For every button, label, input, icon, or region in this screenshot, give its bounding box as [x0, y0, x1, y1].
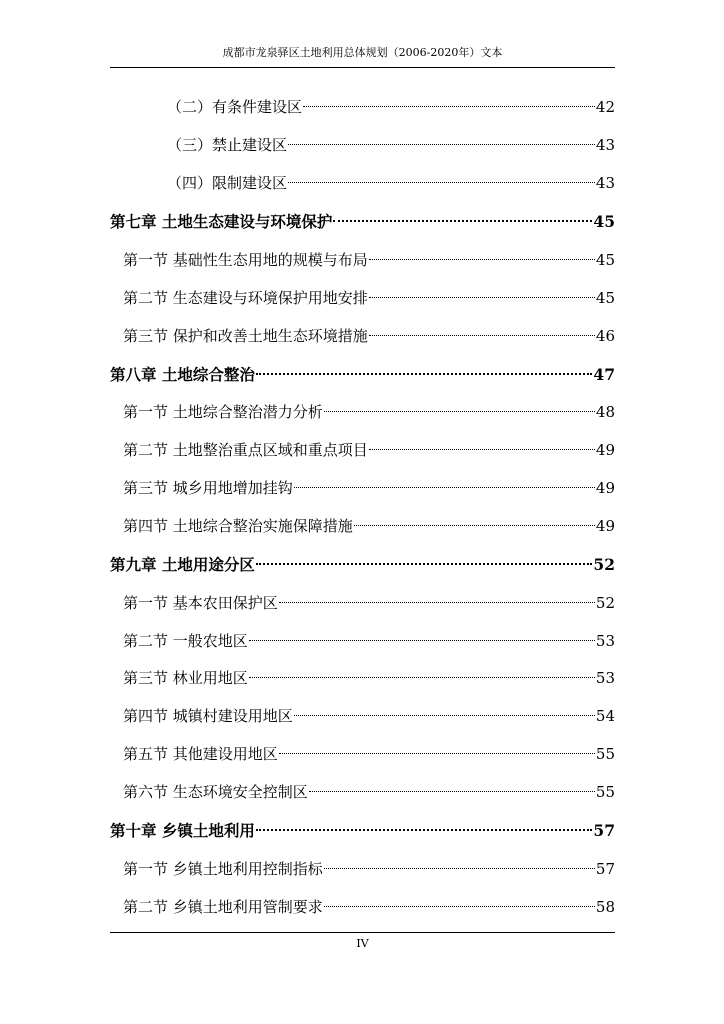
toc-entry-page: 55: [595, 745, 615, 763]
dot-leader: [256, 563, 593, 565]
dot-leader: [369, 335, 595, 336]
toc-entry-label: 第十章 乡镇土地利用: [110, 821, 255, 840]
toc-entry-page: 52: [593, 555, 615, 574]
toc-entry[interactable]: [167, 94, 615, 120]
dot-leader: [294, 487, 595, 488]
toc-entry-page: 49: [595, 441, 615, 459]
toc-entry-page: 52: [595, 594, 615, 612]
toc-entry-page: 49: [595, 479, 615, 497]
toc-entry-page: 54: [595, 707, 615, 725]
toc-entry[interactable]: [123, 323, 615, 349]
toc-entry-label: 第一节 基础性生态用地的规模与布局: [123, 251, 368, 269]
dot-leader: [333, 220, 592, 222]
dot-leader: [249, 640, 595, 641]
toc-entry[interactable]: [123, 665, 615, 691]
footer-rule: [110, 932, 615, 933]
dot-leader: [324, 411, 595, 412]
dot-leader: [256, 829, 593, 831]
toc-entry-page: 49: [595, 517, 615, 535]
toc-entry-page: 53: [595, 632, 615, 650]
dot-leader: [256, 373, 593, 375]
toc-entry[interactable]: [123, 399, 615, 425]
dot-leader: [279, 602, 595, 603]
toc-entry[interactable]: [123, 703, 615, 729]
dot-leader: [288, 144, 595, 145]
toc-entry-label: 第八章 土地综合整治: [110, 365, 255, 384]
toc-entry-page: 46: [595, 327, 615, 345]
toc-entry[interactable]: [123, 437, 615, 463]
toc-entry-page: 57: [593, 821, 615, 840]
toc-entry-page: 55: [595, 783, 615, 801]
toc-entry-page: 42: [595, 98, 615, 116]
toc-chapter-entry[interactable]: [110, 209, 615, 235]
toc-entry-label: 第一节 土地综合整治潜力分析: [123, 403, 323, 421]
toc-entry-label: 第一节 基本农田保护区: [123, 594, 278, 612]
toc-entry[interactable]: [123, 590, 615, 616]
toc-entry[interactable]: [123, 475, 615, 501]
dot-leader: [303, 106, 595, 107]
page-header: 成都市龙泉驿区土地利用总体规划（2006-2020年）文本: [222, 46, 503, 59]
dot-leader: [279, 753, 595, 754]
toc-entry-label: 第二节 乡镇土地利用管制要求: [123, 898, 323, 916]
toc-entry-label: 第一节 乡镇土地利用控制指标: [123, 860, 323, 878]
dot-leader: [369, 449, 595, 450]
toc-entry-page: 58: [595, 898, 615, 916]
dot-leader: [309, 791, 595, 792]
toc-entry-label: 第三节 保护和改善土地生态环境措施: [123, 327, 368, 345]
toc-entry-page: 45: [595, 251, 615, 269]
toc-entry[interactable]: [167, 132, 615, 158]
toc-entry[interactable]: [123, 856, 615, 882]
toc-entry-label: 第二节 生态建设与环境保护用地安排: [123, 289, 368, 307]
toc-chapter-entry[interactable]: [110, 552, 615, 578]
toc-entry[interactable]: [123, 247, 615, 273]
toc-entry-page: 48: [595, 403, 615, 421]
dot-leader: [288, 182, 595, 183]
toc-entry[interactable]: [123, 285, 615, 311]
toc-entry-label: 第六节 生态环境安全控制区: [123, 783, 308, 801]
toc-entry-label: （三）禁止建设区: [167, 136, 288, 154]
toc-entry-label: 第二节 土地整治重点区域和重点项目: [123, 441, 368, 459]
toc-entry-page: 45: [595, 289, 615, 307]
page-number: IV: [356, 937, 369, 950]
toc-entry-label: 第五节 其他建设用地区: [123, 745, 278, 763]
toc-entry[interactable]: [123, 513, 615, 539]
toc-entry-label: 第四节 土地综合整治实施保障措施: [123, 517, 353, 535]
toc-entry-page: 45: [593, 212, 615, 231]
dot-leader: [249, 677, 595, 678]
toc-entry-label: 第四节 城镇村建设用地区: [123, 707, 293, 725]
toc-entry-label: 第七章 土地生态建设与环境保护: [110, 212, 333, 231]
toc-entry-label: （四）限制建设区: [167, 174, 288, 192]
dot-leader: [369, 297, 595, 298]
toc-entry-label: 第三节 城乡用地增加挂钩: [123, 479, 293, 497]
toc-chapter-entry[interactable]: [110, 818, 615, 844]
dot-leader: [324, 868, 595, 869]
toc-entry[interactable]: [167, 170, 615, 196]
toc-entry-page: 53: [595, 669, 615, 687]
dot-leader: [354, 525, 595, 526]
toc-entry[interactable]: [123, 779, 615, 805]
toc-entry[interactable]: [123, 894, 615, 920]
dot-leader: [294, 715, 595, 716]
toc-entry-label: （二）有条件建设区: [167, 98, 303, 116]
dot-leader: [369, 259, 595, 260]
toc-entry[interactable]: [123, 628, 615, 654]
toc-entry-label: 第三节 林业用地区: [123, 669, 248, 687]
toc-entry-label: 第九章 土地用途分区: [110, 555, 255, 574]
dot-leader: [324, 906, 595, 907]
toc-entry-page: 43: [595, 136, 615, 154]
toc-entry-label: 第二节 一般农地区: [123, 632, 248, 650]
toc-entry-page: 47: [593, 365, 615, 384]
toc-entry-page: 43: [595, 174, 615, 192]
toc-chapter-entry[interactable]: [110, 362, 615, 388]
toc-entry[interactable]: [123, 741, 615, 767]
toc-entry-page: 57: [595, 860, 615, 878]
